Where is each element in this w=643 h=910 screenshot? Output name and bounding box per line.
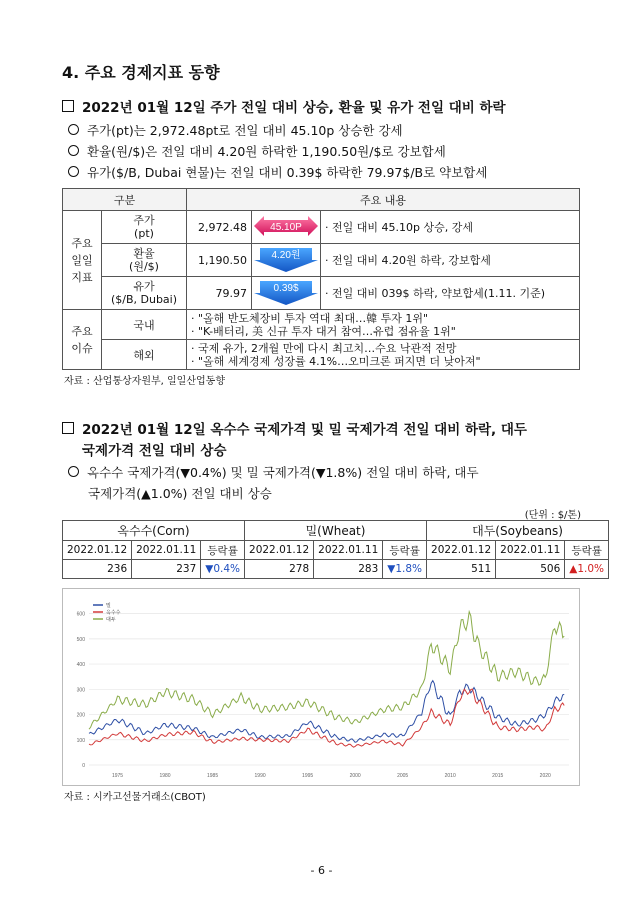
legend-label: 대두 xyxy=(106,617,116,623)
subhead-date-2: 2022.01.11 xyxy=(314,541,383,560)
corn-rate: ▼0.4% xyxy=(201,560,245,579)
section2-title-line-1: 2022년 01월 12일 옥수수 국제가격 및 밀 국제가격 전일 대비 하락, 대두 xyxy=(82,422,527,438)
x-tick-label: 2020 xyxy=(539,773,551,779)
down-arrow-icon xyxy=(254,279,318,305)
group-soybeans: 대두(Soybeans) xyxy=(427,521,609,541)
row-label-stock: 주가 (pt) xyxy=(102,211,187,244)
subhead-date-2: 2022.01.11 xyxy=(132,541,201,560)
subhead-date-1: 2022.01.12 xyxy=(427,541,496,560)
subhead-rate: 등락률 xyxy=(565,541,609,560)
x-tick-label: 1975 xyxy=(111,773,124,779)
subhead-rate: 등락률 xyxy=(201,541,245,560)
wheat-rate: ▼1.8% xyxy=(383,560,427,579)
value-fx: 1,190.50 xyxy=(187,244,252,277)
change-oil xyxy=(252,277,321,310)
row-label-fx: 환율 (원/$) xyxy=(102,244,187,277)
page-heading: 4. 주요 경제지표 동향 xyxy=(62,63,220,82)
y-tick-label: 100 xyxy=(76,737,85,744)
issue-domestic-line-2: · "K-배터리, 美 신규 투자 대거 참여…유럽 점유율 1위" xyxy=(191,324,456,338)
legend-label: 옥수수 xyxy=(106,610,121,616)
y-tick-label: 0 xyxy=(82,763,85,769)
table-head-gubun: 구분 xyxy=(63,189,187,211)
y-tick-label: 200 xyxy=(76,712,85,719)
group-wheat: 밀(Wheat) xyxy=(245,521,427,541)
circle-bullet-icon xyxy=(68,166,79,177)
x-tick-label: 2005 xyxy=(397,773,409,779)
unit-label: (단위 : $/톤) xyxy=(524,510,581,521)
desc-oil: · 전일 대비 039$ 하락, 약보합세(1.11. 기준) xyxy=(321,277,580,310)
change-stock xyxy=(252,211,321,244)
circle-bullet-icon xyxy=(68,145,79,156)
desc-stock: · 전일 대비 45.10p 상승, 강세 xyxy=(321,211,580,244)
corn-0112: 236 xyxy=(63,560,132,579)
table-head-content: 주요 내용 xyxy=(187,189,580,211)
section1-bullet-2: 환율(원/$)은 전일 대비 4.20원 하락한 1,190.50원/$로 강보합세 xyxy=(68,142,446,160)
series-line-2 xyxy=(89,689,564,747)
grain-price-chart xyxy=(63,589,579,785)
issue-overseas-line-2: · "올해 세계경제 성장률 4.1%…오미크론 퍼지면 더 낮아져" xyxy=(191,354,481,368)
section1-title xyxy=(62,96,506,116)
subhead-rate: 등락률 xyxy=(383,541,427,560)
wheat-0112: 278 xyxy=(245,560,314,579)
subhead-date-1: 2022.01.12 xyxy=(245,541,314,560)
soy-0111: 506 xyxy=(496,560,565,579)
value-oil: 79.97 xyxy=(187,277,252,310)
group-daily-indicator: 주요 일일 지표 xyxy=(63,211,102,310)
soy-rate: ▲1.0% xyxy=(565,560,609,579)
circle-bullet-icon xyxy=(68,466,79,477)
grain-price-chart-frame xyxy=(62,588,580,786)
group-issues: 주요 이슈 xyxy=(63,310,102,370)
y-tick-label: 400 xyxy=(76,662,85,669)
circle-bullet-icon xyxy=(68,124,79,135)
group-corn: 옥수수(Corn) xyxy=(63,521,245,541)
section1-bullet-3: 유가($/B, Dubai 현물)는 전일 대비 0.39$ 하락한 79.97$/B로 약보합세 xyxy=(68,163,487,181)
section2-title xyxy=(62,418,527,438)
soy-0112: 511 xyxy=(427,560,496,579)
section2-title-line-2: 국제가격 전일 대비 상승 xyxy=(82,443,227,459)
row-label-oil: 유가 ($/B, Dubai) xyxy=(102,277,187,310)
x-tick-label: 1990 xyxy=(254,773,266,779)
x-tick-label: 2015 xyxy=(492,773,504,779)
issue-label-domestic: 국내 xyxy=(102,310,187,340)
grain-price-table xyxy=(62,520,609,579)
y-tick-label: 500 xyxy=(76,636,85,643)
series-line-1 xyxy=(89,681,564,743)
section1-bullet-1: 주가(pt)는 2,972.48pt로 전일 대비 45.10p 상승한 강세 xyxy=(68,121,403,139)
issue-overseas-line-1: · 국제 유가, 2개월 만에 다시 최고치…수요 낙관적 전망 xyxy=(191,341,457,355)
change-fx-text: 4.20원 xyxy=(271,249,301,261)
wheat-0111: 283 xyxy=(314,560,383,579)
subhead-date-1: 2022.01.12 xyxy=(63,541,132,560)
desc-fx: · 전일 대비 4.20원 하락, 강보합세 xyxy=(321,244,580,277)
change-stock-text: 45.10P xyxy=(270,221,302,233)
chart-source: 자료 : 시카고선물거래소(CBOT) xyxy=(64,792,206,803)
checkbox-square-icon xyxy=(62,100,74,112)
checkbox-square-icon xyxy=(62,422,74,434)
section1-title-text: 2022년 01월 12일 주가 전일 대비 상승, 환율 및 유가 전일 대비 하락 xyxy=(82,100,506,116)
x-tick-label: 1995 xyxy=(302,773,314,779)
issue-domestic xyxy=(187,310,580,340)
daily-indicator-table xyxy=(62,188,580,370)
legend-label: 밀 xyxy=(106,603,111,609)
subhead-date-2: 2022.01.11 xyxy=(496,541,565,560)
issue-overseas xyxy=(187,340,580,370)
change-oil-text: 0.39$ xyxy=(273,282,299,294)
issue-domestic-line-1: · "올해 반도체장비 투자 역대 최대…韓 투자 1위" xyxy=(191,311,429,325)
issue-label-overseas: 해외 xyxy=(102,340,187,370)
section2-bullet-line-2: 국제가격(▲1.0%) 전일 대비 상승 xyxy=(88,486,272,501)
table-source: 자료 : 산업통상자원부, 일일산업동향 xyxy=(64,376,225,387)
value-stock: 2,972.48 xyxy=(187,211,252,244)
change-fx xyxy=(252,244,321,277)
x-tick-label: 2000 xyxy=(349,773,361,779)
down-arrow-icon xyxy=(254,246,318,272)
y-tick-label: 300 xyxy=(76,687,85,694)
x-tick-label: 2010 xyxy=(444,773,456,779)
y-tick-label: 600 xyxy=(76,611,85,618)
x-tick-label: 1985 xyxy=(207,773,219,779)
page-number: - 6 - xyxy=(310,864,333,877)
corn-0111: 237 xyxy=(132,560,201,579)
up-arrow-icon xyxy=(254,214,318,238)
section2-bullet: 옥수수 국제가격(▼0.4%) 및 밀 국제가격(▼1.8%) 전일 대비 하락, 대두 xyxy=(68,463,479,481)
x-tick-label: 1980 xyxy=(159,773,171,779)
